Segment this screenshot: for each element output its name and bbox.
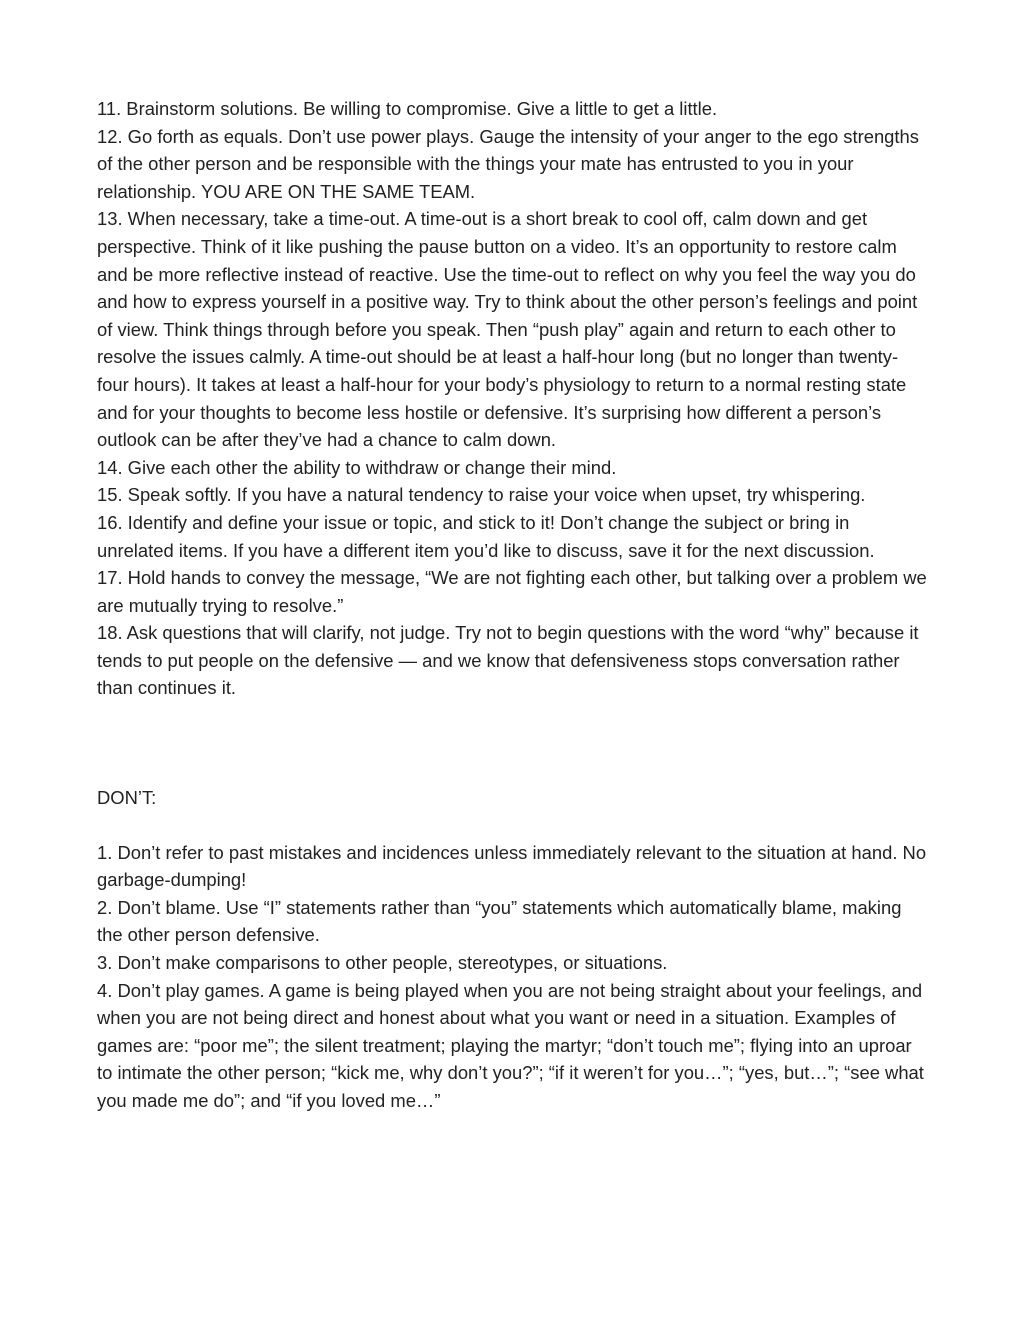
dont-item-1: 1. Don’t refer to past mistakes and incidences unless immediately relevant to the situation at hand. No garbage-dumping! xyxy=(97,841,927,891)
dont-heading: DON’T: xyxy=(97,787,157,809)
do-item-16: 16. Identify and define your issue or topic, and stick to it! Don’t change the subject or bring in unrelated items. If you have a different item you’d like to discuss, save it for the next discussion. xyxy=(97,511,875,561)
do-item-12: 12. Go forth as equals. Don’t use power plays. Gauge the intensity of your anger to the ego strengths of the other person and be responsible with the things your mate has entrusted to you in your relationship. YOU ARE ON THE SAME TEAM. xyxy=(97,125,919,202)
do-item-14: 14. Give each other the ability to withdraw or change their mind. xyxy=(97,456,617,478)
dont-item-2: 2. Don’t blame. Use “I” statements rather than “you” statements which automatically blame, making the other person defensive. xyxy=(97,896,902,946)
do-item-13: 13. When necessary, take a time-out. A time-out is a short break to cool off, calm down and get perspective. Think of it like pushing the pause button on a video. It’s an opportunity to restore calm and be more reflective instead of reactive. Use the time-out to reflect on why you feel the way you do and how to express yourself in a positive way. Try to think about the other person’s feelings and point of view. Think things through before you speak. Then “push play” again and return to each other to resolve the issues calmly. A time-out should be at least a half-hour long (but no longer than twenty-four hours). It takes at least a half-hour for your body’s physiology to return to a normal resting state and for your thoughts to become less hostile or defensive. It’s surprising how different a person’s outlook can be after they’ve had a chance to calm down. xyxy=(97,208,918,451)
do-item-18: 18. Ask questions that will clarify, not judge. Try not to begin questions with the word “why” because it tends to put people on the defensive — and we know that defensiveness stops conversation rather than continues it. xyxy=(97,622,919,699)
dont-item-3: 3. Don’t make comparisons to other people, stereotypes, or situations. xyxy=(97,952,668,974)
do-item-15: 15. Speak softly. If you have a natural tendency to raise your voice when upset, try whispering. xyxy=(97,484,866,506)
dont-item-4: 4. Don’t play games. A game is being played when you are not being straight about your feelings, and when you are not being direct and honest about what you want or need in a situation. Examples of games are: “poor me”; the silent treatment; playing the martyr; “don’t touch me”; flying into an uproar to intimate the other person; “kick me, why don’t you?”; “if it weren’t for you…”; “yes, but…”; “see what you made me do”; and “if you loved me…” xyxy=(97,979,924,1111)
section-spacer xyxy=(97,702,927,784)
heading-spacer xyxy=(97,812,927,839)
do-item-11: 11. Brainstorm solutions. Be willing to compromise. Give a little to get a little. xyxy=(97,98,718,119)
do-item-17: 17. Hold hands to convey the message, “We are not fighting each other, but talking over a problem we are mutually trying to resolve.” xyxy=(97,567,927,616)
document-page xyxy=(97,95,927,1115)
